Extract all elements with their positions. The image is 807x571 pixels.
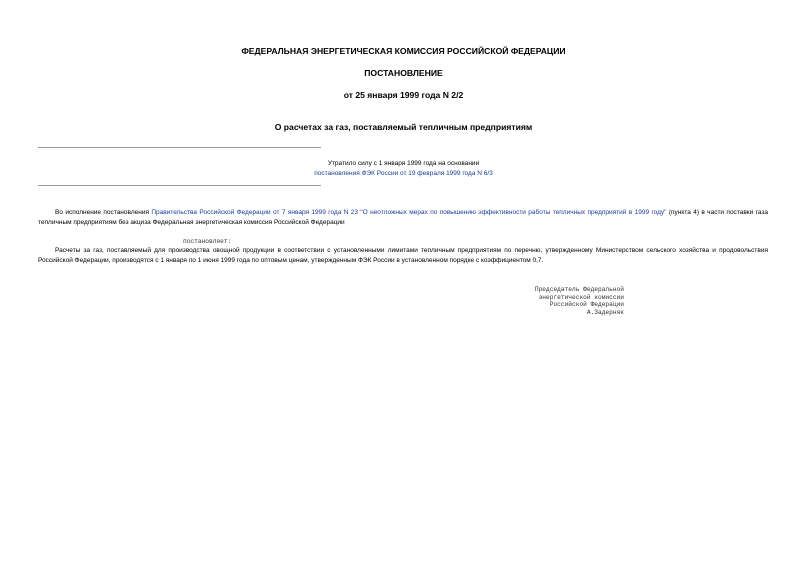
annulment-link-line — [0, 169, 807, 179]
paragraph-preamble — [38, 208, 768, 228]
preamble-prefix: Во исполнение постановления — [55, 209, 152, 216]
issuing-authority: ФЕДЕРАЛЬНАЯ ЭНЕРГЕТИЧЕСКАЯ КОМИССИЯ РОССИЙСКОЙ ФЕДЕРАЦИИ — [241, 46, 566, 56]
signature-name: А.Задерняк — [586, 308, 624, 316]
decree-word: постановляет: — [183, 238, 232, 245]
signature-line-1: Председатель Федеральной — [534, 286, 624, 293]
government-decree-link[interactable]: Правительства Российской Федерации от 7 января 1999 года N 23 "О неотложных мерах по повышению эффективности работы тепличных предприятий в 1999 году" — [151, 209, 667, 216]
annulment-link[interactable]: постановления ФЭК России от 19 февраля 1999 года N 6/3 — [314, 170, 493, 177]
preamble-suffix: (пункта 4) в части поставки газа тепличным предприятиям без акциза Федеральная энергетическая комиссия Российской Федерации — [38, 209, 768, 226]
divider-bottom — [38, 185, 321, 186]
signature-block — [466, 286, 624, 316]
document-type: ПОСТАНОВЛЕНИЕ — [364, 68, 443, 78]
signature-line-3: Российской Федерации — [549, 301, 624, 309]
paragraph-main: Расчеты за газ, поставляемый для производства овощной продукции в соответствии с установленными лимитами тепличным предприятиям по перечню, утвержденному Министерством сельского хозяйства и продовольствия Российской Федерации, производятся с 1 января по 1 июня 1999 года по оптовым ценам, утвержденным ФЭК России в установленном порядке с коэффициентом 0,7. — [38, 247, 768, 264]
document-subject: О расчетах за газ, поставляемый тепличным предприятиям — [274, 122, 533, 132]
document-date-number: от 25 января 1999 года N 2/2 — [343, 90, 464, 100]
signature-line-2: энергетической комиссии — [538, 293, 624, 301]
divider-top — [38, 147, 321, 148]
annulment-note: Утратило силу с 1 января 1999 года на основании — [327, 160, 480, 167]
